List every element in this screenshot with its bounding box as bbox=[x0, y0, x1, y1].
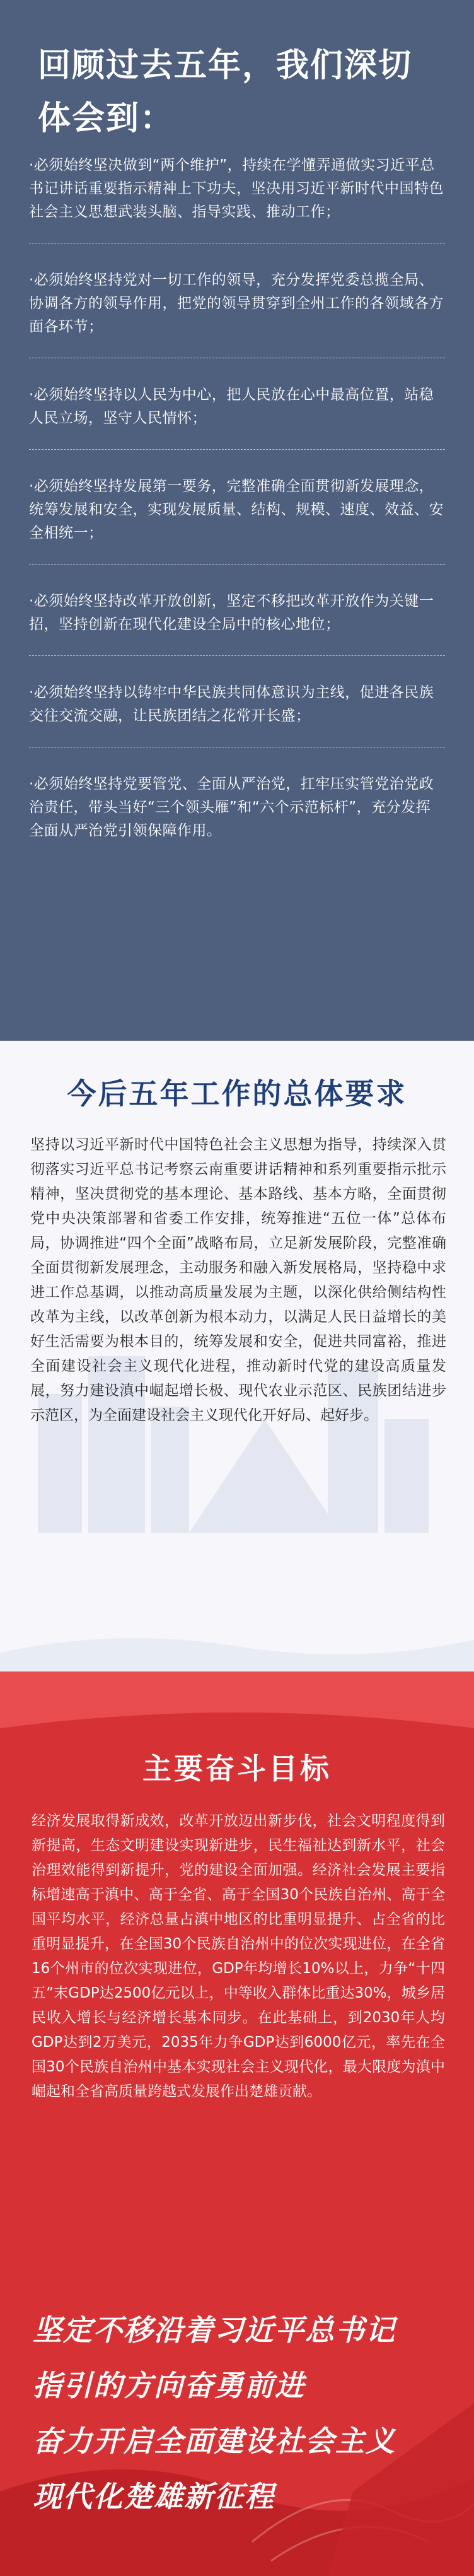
slogan-line: 指引的方向奋勇前进 bbox=[33, 2368, 305, 2403]
reflection-item: ·必须始终坚持以铸牢中华民族共同体意识为主线，促进各民族交往交流交融，让民族团结之花常开长盛； bbox=[29, 681, 445, 747]
reflection-section bbox=[0, 0, 474, 1041]
slogan-line: 坚定不移沿着习近平总书记 bbox=[33, 2313, 396, 2347]
general-requirements-section bbox=[0, 1041, 474, 1671]
slogan-line: 奋力开启全面建设社会主义 bbox=[33, 2424, 396, 2458]
general-requirements-body: 坚持以习近平新时代中国特色社会主义思想为指导，持续深入贯彻落实习近平总书记考察云南重要讲话精神和系列重要指示批示精神，坚决贯彻党的基本理论、基本路线、基本方略，全面贯彻党中央决策部署和省委工作安排，统筹推进“五位一体”总体布局，协调推进“四个全面”战略布局，立足新发展阶段，完整准确全面贯彻新发展理念，主动服务和融入新发展格局，坚持稳中求进工作总基调，以推动高质量发展为主题，以深化供给侧结构性改革为主线，以改革创新为根本动力，以满足人民日益增长的美好生活需要为根本目的，统筹发展和安全，促进共同富裕，推进全面建设社会主义现代化进程，推动新时代党的建设高质量发展，努力建设滇中崛起增长极、现代农业示范区、民族团结进步示范区，为全面建设社会主义现代化开好局、起好步。 bbox=[30, 1137, 446, 1424]
reflection-item: ·必须始终坚持改革开放创新，坚定不移把改革开放作为关键一招，坚持创新在现代化建设全局中的核心地位； bbox=[29, 590, 445, 656]
reflection-item: ·必须始终坚持党要管党、全面从严治党，扛牢压实管党治党政治责任，带头当好“三个领头雁”和“六个示范标杆”，充分发挥全面从严治党引领保障作用。 bbox=[29, 776, 434, 839]
goals-section bbox=[0, 1671, 474, 2576]
reflection-item: ·必须始终坚持发展第一要务，完整准确全面贯彻新发展理念，统筹发展和安全，实现发展质量、结构、规模、速度、效益、安全相统一； bbox=[29, 475, 445, 565]
reflection-item: ·必须始终坚持党对一切工作的领导，充分发挥党委总揽全局、协调各方的领导作用，把党的领导贯穿到全州工作的各领域各方面各环节； bbox=[29, 269, 445, 358]
goals-body: 经济发展取得新成效，改革开放迈出新步伐，社会文明程度得到新提高，生态文明建设实现新进步，民生福祉达到新水平，社会治理效能得到新提升，党的建设全面加强。经济社会发展主要指标增速高于滇中、高于全省、高于全国30个民族自治州、高于全国平均水平，经济总量占滇中地区的比重明显提升、占全省的比重明显提升，在全国30个民族自治州中的位次实现进位，在全省16个州市的位次实现进位，GDP年均增长10%以上，力争“十四五”末GDP达2500亿元以上，中等收入群体比重达30%，城乡居民收入增长与经济增长基本同步。在此基础上，到2030年人均GDP达到2万美元，2035年力争GDP达到6000亿元，率先在全国30个民族自治州中基本实现社会主义现代化，最大限度为滇中崛起和全省高质量跨越式发展作出楚雄贡献。 bbox=[32, 1813, 445, 2100]
reflection-title: 回顾过去五年，我们深切体会到： bbox=[38, 47, 413, 138]
slogan bbox=[33, 2302, 449, 2524]
reflection-list bbox=[29, 154, 445, 887]
general-requirements-title: 今后五年工作的总体要求 bbox=[67, 1077, 407, 1111]
slogan-line: 现代化楚雄新征程 bbox=[33, 2479, 275, 2514]
reflection-item: ·必须始终坚持以人民为中心，把人民放在心中最高位置，站稳人民立场，坚守人民情怀； bbox=[29, 383, 445, 450]
reflection-item: ·必须始终坚决做到“两个维护”，持续在学懂弄通做实习近平总书记讲话重要指示精神上下功夫，坚决用习近平新时代中国特色社会主义思想武装头脑、指导实践、推动工作； bbox=[29, 154, 445, 243]
goals-title: 主要奋斗目标 bbox=[142, 1752, 332, 1786]
